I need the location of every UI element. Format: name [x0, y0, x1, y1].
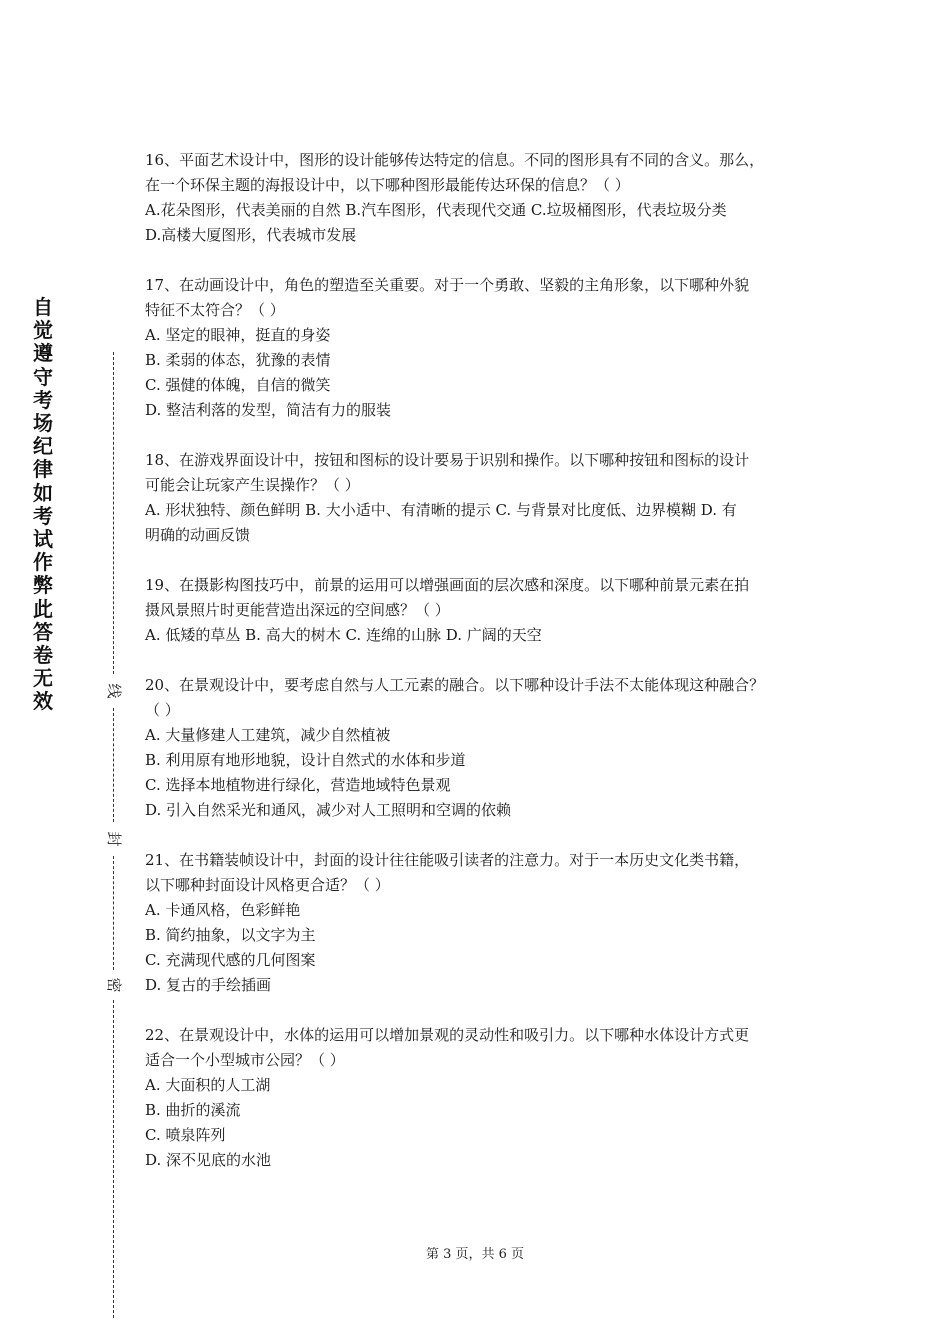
- question-stem-line: （ ）: [145, 701, 180, 719]
- question-20: [145, 673, 825, 823]
- binding-line-segment: [113, 856, 114, 970]
- binding-line-segment: [113, 1000, 114, 1318]
- question-stem-line: 21、在书籍装帧设计中，封面的设计往往能吸引读者的注意力。对于一本历史文化类书籍，: [145, 851, 750, 869]
- question-stem-line: 适合一个小型城市公园？（ ）: [145, 1051, 345, 1069]
- question-stem-line: 20、在景观设计中，要考虑自然与人工元素的融合。以下哪种设计手法不太能体现这种融合？: [145, 676, 765, 694]
- option-line[interactable]: A. 形状独特、颜色鲜明 B. 大小适中、有清晰的提示 C. 与背景对比度低、边界模糊 D. 有: [145, 501, 737, 519]
- question-stem-line: 可能会让玩家产生误操作？（ ）: [145, 476, 360, 494]
- option-c[interactable]: C. 选择本地植物进行绿化，营造地域特色景观: [145, 776, 451, 794]
- option-d[interactable]: D. 深不见底的水池: [145, 1151, 272, 1169]
- question-22: [145, 1023, 825, 1173]
- page-number-footer: 第 3 页，共 6 页: [425, 1247, 525, 1262]
- question-21: [145, 848, 825, 998]
- binding-label-secret: 密: [105, 977, 123, 993]
- option-c[interactable]: C. 充满现代感的几何图案: [145, 951, 316, 969]
- exam-discipline-warning: 自觉遵守考场纪律如考试作弊此答卷无效: [33, 295, 53, 714]
- question-stem-line: 22、在景观设计中，水体的运用可以增加景观的灵动性和吸引力。以下哪种水体设计方式更: [145, 1026, 750, 1044]
- option-d[interactable]: D. 复古的手绘插画: [145, 976, 272, 994]
- binding-line-segment: [113, 352, 114, 674]
- question-17: [145, 273, 825, 423]
- question-stem-line: 在一个环保主题的海报设计中，以下哪种图形最能传达环保的信息？（ ）: [145, 176, 630, 194]
- option-c[interactable]: C. 强健的体魄，自信的微笑: [145, 376, 331, 394]
- question-stem-line: 19、在摄影构图技巧中，前景的运用可以增强画面的层次感和深度。以下哪种前景元素在拍: [145, 576, 750, 594]
- option-line[interactable]: A. 低矮的草丛 B. 高大的树木 C. 连绵的山脉 D. 广阔的天空: [145, 626, 542, 644]
- option-d[interactable]: D. 引入自然采光和通风，减少对人工照明和空调的依赖: [145, 801, 512, 819]
- option-b[interactable]: B. 柔弱的体态，犹豫的表情: [145, 351, 331, 369]
- option-line[interactable]: 明确的动画反馈: [145, 526, 251, 544]
- question-18: [145, 448, 825, 548]
- option-b[interactable]: B. 曲折的溪流: [145, 1101, 241, 1119]
- binding-line-segment: [113, 708, 114, 822]
- option-a[interactable]: A. 坚定的眼神，挺直的身姿: [145, 326, 331, 344]
- option-c[interactable]: C. 喷泉阵列: [145, 1126, 226, 1144]
- question-stem-line: 以下哪种封面设计风格更合适？（ ）: [145, 876, 390, 894]
- question-16: [145, 148, 825, 248]
- question-stem-line: 18、在游戏界面设计中，按钮和图标的设计要易于识别和操作。以下哪种按钮和图标的设计: [145, 451, 750, 469]
- question-19: [145, 573, 825, 648]
- option-line[interactable]: D.高楼大厦图形，代表城市发展: [145, 226, 357, 244]
- question-stem-line: 特征不太符合？（ ）: [145, 301, 285, 319]
- option-d[interactable]: D. 整洁利落的发型，简洁有力的服装: [145, 401, 392, 419]
- question-stem-line: 16、平面艺术设计中，图形的设计能够传达特定的信息。不同的图形具有不同的含义。那么，: [145, 151, 765, 169]
- option-a[interactable]: A. 大面积的人工湖: [145, 1076, 271, 1094]
- binding-label-seal: 封: [105, 831, 123, 847]
- option-a[interactable]: A. 大量修建人工建筑，减少自然植被: [145, 726, 391, 744]
- question-list: [145, 148, 825, 1198]
- option-line[interactable]: A.花朵图形，代表美丽的自然 B.汽车图形，代表现代交通 C.垃圾桶图形，代表垃圾分类: [145, 201, 727, 219]
- option-a[interactable]: A. 卡通风格，色彩鲜艳: [145, 901, 301, 919]
- option-b[interactable]: B. 利用原有地形地貌，设计自然式的水体和步道: [145, 751, 466, 769]
- option-b[interactable]: B. 简约抽象，以文字为主: [145, 926, 316, 944]
- question-stem-line: 17、在动画设计中，角色的塑造至关重要。对于一个勇敢、坚毅的主角形象，以下哪种外貌: [145, 276, 750, 294]
- question-stem-line: 摄风景照片时更能营造出深远的空间感？（ ）: [145, 601, 450, 619]
- binding-label-line: 线: [105, 683, 123, 699]
